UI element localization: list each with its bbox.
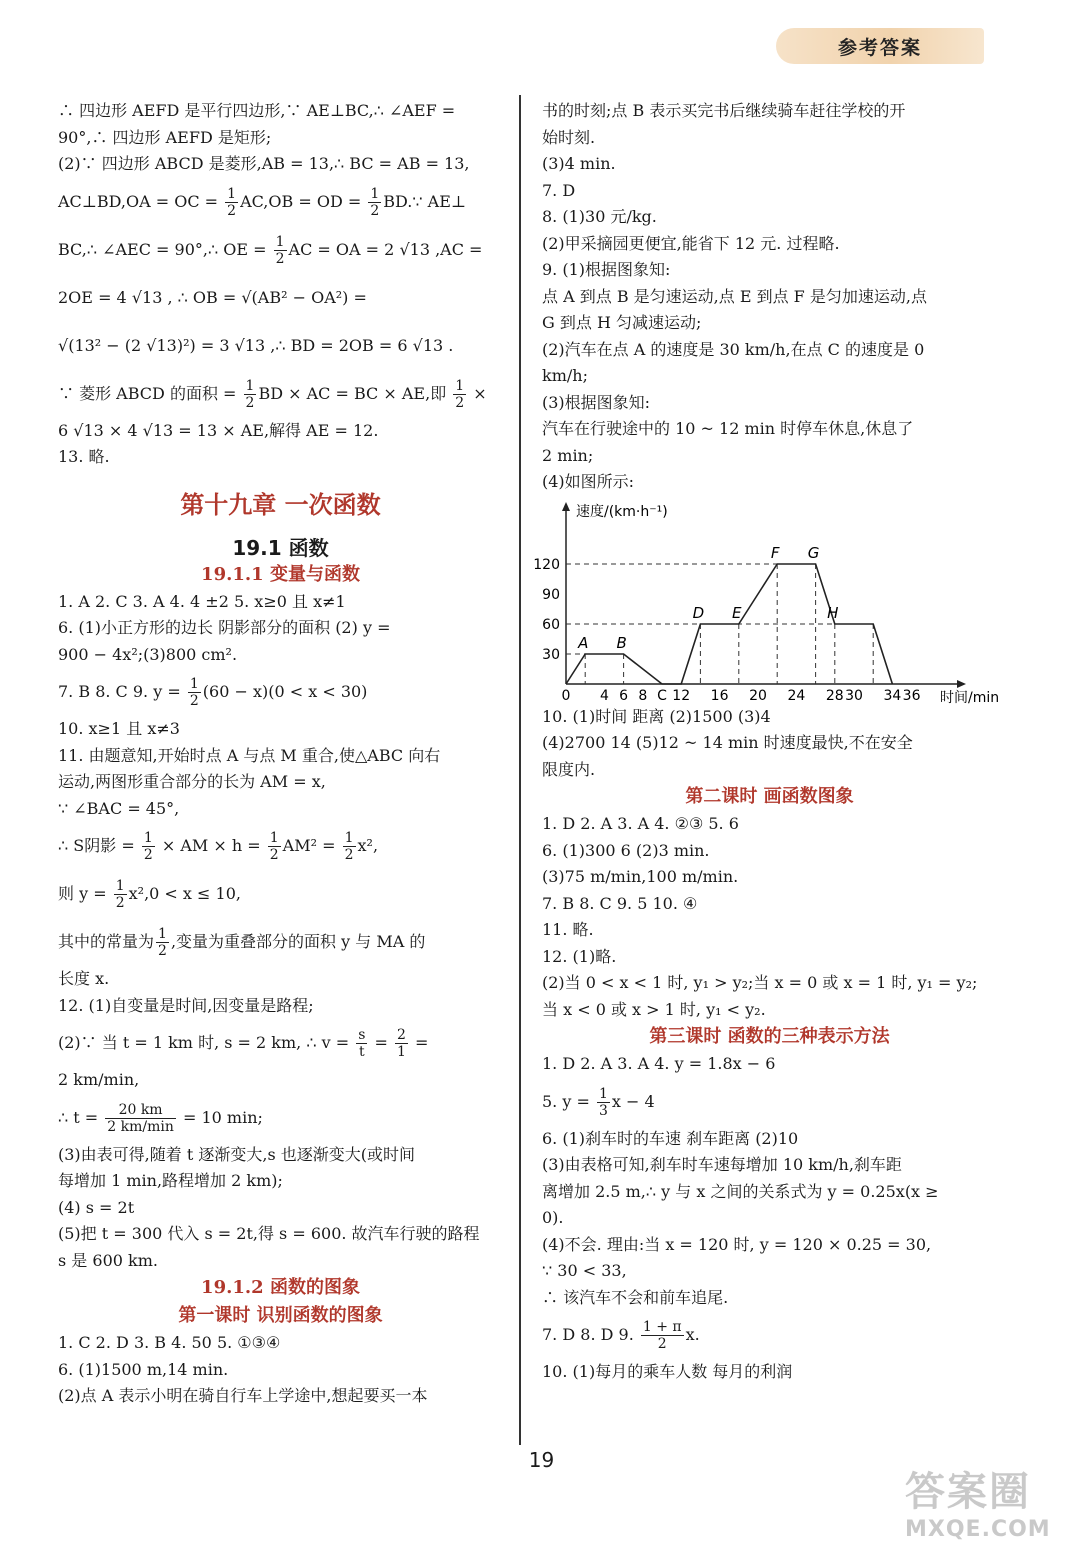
denominator: 3 xyxy=(598,1102,608,1119)
text-line xyxy=(58,668,503,716)
fraction xyxy=(368,186,381,219)
text-line: 7. B 8. C 9. 5 10. ④ xyxy=(542,893,698,913)
text-fragment: x. xyxy=(685,1325,700,1344)
text-fragment: 则 y = xyxy=(58,884,112,903)
denominator: 2 xyxy=(143,847,153,863)
numerator: 1 xyxy=(344,830,354,846)
point-label-b: B xyxy=(616,633,627,652)
text-line: 长度 x. xyxy=(58,969,110,988)
text-line: 900 − 4x²;(3)800 cm². xyxy=(58,644,238,664)
text-line: 1. D 2. A 3. A 4. y = 1.8x − 6 xyxy=(542,1054,776,1073)
numerator: 1 xyxy=(115,878,125,894)
text-line xyxy=(58,822,503,870)
fraction xyxy=(395,1027,408,1060)
numerator: 1 + π xyxy=(642,1319,682,1335)
text-line: 6. (1)300 6 (2)3 min. xyxy=(542,840,710,860)
numerator: 1 xyxy=(275,233,285,250)
x-tick-label: 4 xyxy=(599,687,609,704)
text-line xyxy=(58,1019,503,1067)
text-line: 6. (1)小正方形的边长 阴影部分的面积 (2) y = xyxy=(58,618,391,637)
text-line: 每增加 1 min,路程增加 2 km); xyxy=(58,1171,283,1190)
text-line: (4)2700 14 (5)12 ~ 14 min 时速度最快,不在安全 xyxy=(542,733,913,752)
text-line: 9. (1)根据图象知: xyxy=(542,260,671,279)
section-title: 19.1 函数 xyxy=(232,535,329,560)
text-line: 当 x < 0 或 x > 1 时, y₁ < y₂. xyxy=(542,999,766,1019)
y-axis-arrow xyxy=(562,502,570,511)
text-line: 13. 略. xyxy=(58,447,110,466)
denominator: 1 xyxy=(396,1044,406,1060)
text-line: ∴ 四边形 AEFD 是平行四边形,∵ AE⊥BC,∴ ∠AEF = xyxy=(58,101,456,120)
y-tick-label: 60 xyxy=(542,616,560,633)
numerator: 1 xyxy=(227,185,237,202)
text-line: ∴ 该汽车不会和前车追尾. xyxy=(542,1287,729,1307)
x-tick-label: 8 xyxy=(638,687,648,704)
lesson-title: 第二课时 画函数图象 xyxy=(685,786,854,807)
fraction xyxy=(142,830,155,863)
text-fragment: ∴ t = xyxy=(58,1107,104,1127)
text-line: 1. A 2. C 3. A 4. 4 ±2 5. x≥0 且 x≠1 xyxy=(58,591,346,611)
fraction xyxy=(641,1319,684,1352)
text-line: 8. (1)30 元/kg. xyxy=(542,207,657,226)
point-label-g: G xyxy=(807,543,820,562)
text-line: √(13² − (2 √13)²) = 3 √13 ,∴ BD = 2OB = 6 √13 . xyxy=(58,335,454,355)
text-line: 12. (1)自变量是时间,因变量是路程; xyxy=(58,995,314,1015)
page-number: 19 xyxy=(528,1448,555,1472)
text-line: 2 min; xyxy=(542,445,594,465)
text-line: 10. x≥1 且 x≠3 xyxy=(58,719,180,738)
y-axis-label: 速度/(km·h⁻¹) xyxy=(576,503,668,520)
denominator: t xyxy=(358,1044,365,1060)
text-line: 90°,∴ 四边形 AEFD 是矩形; xyxy=(58,127,272,147)
x-tick-label: 16 xyxy=(710,687,729,704)
text-line: 12. (1)略. xyxy=(542,946,617,966)
numerator: 1 xyxy=(143,830,153,846)
text-line: (2)当 0 < x < 1 时, y₁ > y₂;当 x = 0 或 x = 1 时, y₁ = y₂; xyxy=(542,973,978,992)
text-fragment: 7. D 8. D 9. xyxy=(542,1325,639,1344)
text-line: (2)汽车在点 A 的速度是 30 km/h,在点 C 的速度是 0 xyxy=(542,339,925,359)
answer-key-tab: 参考答案 xyxy=(776,28,984,64)
text-fragment: BD.∵ AE⊥ xyxy=(383,191,466,211)
watermark-logo xyxy=(905,1460,1070,1542)
text-fragment: x², xyxy=(357,836,379,855)
speed-time-chart xyxy=(520,496,1000,706)
subsection-title: 19.1.2 函数的图象 xyxy=(201,1277,360,1298)
denominator: 2 xyxy=(269,847,279,863)
text-line: (3)4 min. xyxy=(542,154,616,173)
fraction xyxy=(356,1027,367,1060)
x-tick-label: 20 xyxy=(749,687,767,704)
column-divider xyxy=(519,95,521,1445)
text-line xyxy=(58,226,503,274)
text-line: 1. D 2. A 3. A 4. ②③ 5. 6 xyxy=(542,814,739,833)
text-fragment: 5. y = xyxy=(542,1091,595,1111)
text-fragment: AC = OA = 2 √13 ,AC = xyxy=(288,239,483,259)
numerator: 20 km xyxy=(105,1102,176,1119)
text-line: (3)由表格可知,刹车时车速每增加 10 km/h,刹车距 xyxy=(542,1155,902,1174)
fraction xyxy=(274,234,287,267)
fraction xyxy=(343,830,356,863)
x-tick-label: 0 xyxy=(561,687,571,704)
text-line: ∵ ∠BAC = 45°, xyxy=(58,798,180,818)
text-line: ∵ 30 < 33, xyxy=(542,1261,627,1280)
text-line: 7. D xyxy=(542,180,576,200)
numerator: 1 xyxy=(455,377,465,394)
right-column xyxy=(533,98,1000,1386)
text-fragment: × AM × h = xyxy=(156,836,266,855)
text-line xyxy=(58,178,503,226)
text-fragment: × xyxy=(468,383,487,403)
text-fragment: = xyxy=(409,1033,429,1052)
text-line: km/h; xyxy=(542,366,588,385)
text-line xyxy=(58,370,503,418)
text-line: 书的时刻;点 B 表示买完书后继续骑车赶往学校的开 xyxy=(542,101,906,120)
subsection-title: 19.1.1 变量与函数 xyxy=(201,563,360,585)
text-line: (4)如图所示: xyxy=(542,472,635,491)
numerator: 2 xyxy=(396,1027,406,1043)
text-fragment: BD × AC = BC × AE,即 xyxy=(258,383,452,403)
numerator: 1 xyxy=(189,676,199,692)
denominator: 2 xyxy=(344,847,354,863)
text-fragment: AC,OB = OD = xyxy=(240,191,367,211)
text-fragment: = xyxy=(369,1033,393,1052)
text-line: (4)不会. 理由:当 x = 120 时, y = 120 × 0.25 = 30, xyxy=(542,1234,932,1254)
chapter-title: 第十九章 一次函数 xyxy=(180,490,381,519)
denominator: 2 xyxy=(275,250,285,267)
fraction xyxy=(268,830,281,863)
text-line xyxy=(58,870,503,918)
text-line: 6 √13 × 4 √13 = 13 × AE,解得 AE = 12. xyxy=(58,420,379,440)
text-line: 始时刻. xyxy=(542,127,596,147)
point-label-d: D xyxy=(692,603,705,622)
x-tick-label: 24 xyxy=(787,687,806,704)
text-line xyxy=(542,1078,997,1126)
text-line: (5)把 t = 300 代入 s = 2t,得 s = 600. 故汽车行驶的路程 xyxy=(58,1224,480,1243)
text-line: s 是 600 km. xyxy=(58,1250,158,1270)
text-line: 限度内. xyxy=(542,759,596,779)
text-fragment: x²,0 < x ≤ 10, xyxy=(128,884,241,903)
point-label-e: E xyxy=(732,603,742,622)
text-line: 离增加 2.5 m,∴ y 与 x 之间的关系式为 y = 0.25x(x ≥ xyxy=(542,1181,939,1201)
lesson-title: 第三课时 函数的三种表示方法 xyxy=(649,1026,890,1047)
y-tick-label: 90 xyxy=(542,586,560,603)
x-tick-label: 36 xyxy=(902,687,921,704)
text-line: 运动,两图形重合部分的长为 AM = x, xyxy=(58,772,326,791)
text-line: 点 A 到点 B 是匀速运动,点 E 到点 F 是匀加速运动,点 xyxy=(542,286,927,306)
text-fragment: x − 4 xyxy=(611,1091,655,1111)
x-tick-label: 30 xyxy=(845,687,863,704)
text-line: (2)∵ 四边形 ABCD 是菱形,AB = 13,∴ BC = AB = 13, xyxy=(58,154,470,173)
denominator: 2 xyxy=(455,394,465,411)
text-line: 11. 略. xyxy=(542,920,594,939)
text-fragment: 其中的常量为 xyxy=(58,932,155,951)
fraction xyxy=(105,1102,176,1135)
text-fragment: AC⊥BD,OA = OC = xyxy=(58,191,224,211)
watermark-text: 答案圈 xyxy=(905,1469,1031,1515)
x-axis-arrow xyxy=(957,680,966,688)
text-fragment: ,变量为重叠部分的面积 y 与 MA 的 xyxy=(170,932,426,951)
x-tick-label: 12 xyxy=(672,687,691,704)
text-line: 6. (1)刹车时的车速 刹车距离 (2)10 xyxy=(542,1128,799,1148)
x-tick-label: 6 xyxy=(619,687,629,704)
y-tick-label: 30 xyxy=(542,646,560,663)
text-line: 10. (1)每月的乘车人数 每月的利润 xyxy=(542,1362,793,1381)
text-line: (2)甲采摘园更便宜,能省下 12 元. 过程略. xyxy=(542,233,840,253)
lesson-title: 第一课时 识别函数的图象 xyxy=(178,1305,383,1326)
fraction xyxy=(225,186,238,219)
text-line xyxy=(542,1311,997,1359)
fraction xyxy=(188,676,201,709)
text-fragment: (2)∵ 当 t = 1 km 时, s = 2 km, ∴ v = xyxy=(58,1033,355,1052)
x-tick-label: C xyxy=(657,687,667,704)
text-line: (4) s = 2t xyxy=(58,1197,135,1217)
text-line: (2)点 A 表示小明在骑自行车上学途中,想起要买一本 xyxy=(58,1386,428,1405)
text-fragment: BC,∴ ∠AEC = 90°,∴ OE = xyxy=(58,239,272,259)
text-fragment: ∵ 菱形 ABCD 的面积 = xyxy=(58,383,242,403)
point-label-h: H xyxy=(827,603,839,622)
point-label-a: A xyxy=(578,633,589,652)
fraction xyxy=(453,378,466,411)
text-line: 1. C 2. D 3. B 4. 50 5. ①③④ xyxy=(58,1333,281,1352)
fraction xyxy=(597,1086,610,1119)
denominator: 2 xyxy=(158,943,167,959)
text-line: (3)由表可得,随着 t 逐渐变大,s 也逐渐变大(或时间 xyxy=(58,1144,415,1164)
denominator: 2 xyxy=(245,394,255,411)
numerator: 1 xyxy=(370,185,380,202)
text-line xyxy=(58,918,503,966)
text-line: 2OE = 4 √13 , ∴ OB = √(AB² − OA²) = xyxy=(58,287,367,307)
left-column xyxy=(58,98,503,1410)
fraction xyxy=(244,378,257,411)
numerator: 1 xyxy=(598,1085,608,1102)
text-fragment: 7. B 8. C 9. y = xyxy=(58,682,186,701)
numerator: 1 xyxy=(269,830,279,846)
numerator: 1 xyxy=(158,926,167,942)
watermark-url: MXQE.COM xyxy=(905,1517,1051,1542)
denominator: 2 km/min xyxy=(107,1118,174,1135)
text-line: (3)75 m/min,100 m/min. xyxy=(542,867,739,886)
text-fragment: AM² = xyxy=(282,836,341,855)
numerator: s xyxy=(358,1027,366,1043)
fraction xyxy=(156,926,169,959)
denominator: 2 xyxy=(189,693,199,709)
text-fragment: (60 − x)(0 < x < 30) xyxy=(202,682,368,701)
text-fragment: = 10 min; xyxy=(177,1107,263,1127)
x-axis-label: 时间/min xyxy=(940,689,1000,706)
y-tick-label: 120 xyxy=(533,556,560,573)
numerator: 1 xyxy=(245,377,255,394)
x-tick-label: 34 xyxy=(883,687,902,704)
text-line: 6. (1)1500 m,14 min. xyxy=(58,1359,229,1379)
text-line: G 到点 H 匀减速运动; xyxy=(542,313,702,332)
x-tick-label: 28 xyxy=(825,687,844,704)
fraction xyxy=(114,878,127,911)
text-line: 汽车在行驶途中的 10 ~ 12 min 时停车休息,休息了 xyxy=(542,419,914,438)
text-line: 2 km/min, xyxy=(58,1070,140,1089)
text-fragment: ∴ S阴影 = xyxy=(58,836,140,855)
denominator: 2 xyxy=(657,1336,667,1352)
denominator: 2 xyxy=(115,895,125,911)
text-line xyxy=(58,1094,503,1142)
text-line: (3)根据图象知: xyxy=(542,392,651,412)
text-line: 10. (1)时间 距离 (2)1500 (3)4 xyxy=(542,706,771,726)
text-line: 11. 由题意知,开始时点 A 与点 M 重合,使△ABC 向右 xyxy=(58,745,441,765)
point-label-f: F xyxy=(770,543,780,562)
denominator: 2 xyxy=(370,202,380,219)
denominator: 2 xyxy=(227,202,237,219)
text-line: 0). xyxy=(542,1208,564,1227)
